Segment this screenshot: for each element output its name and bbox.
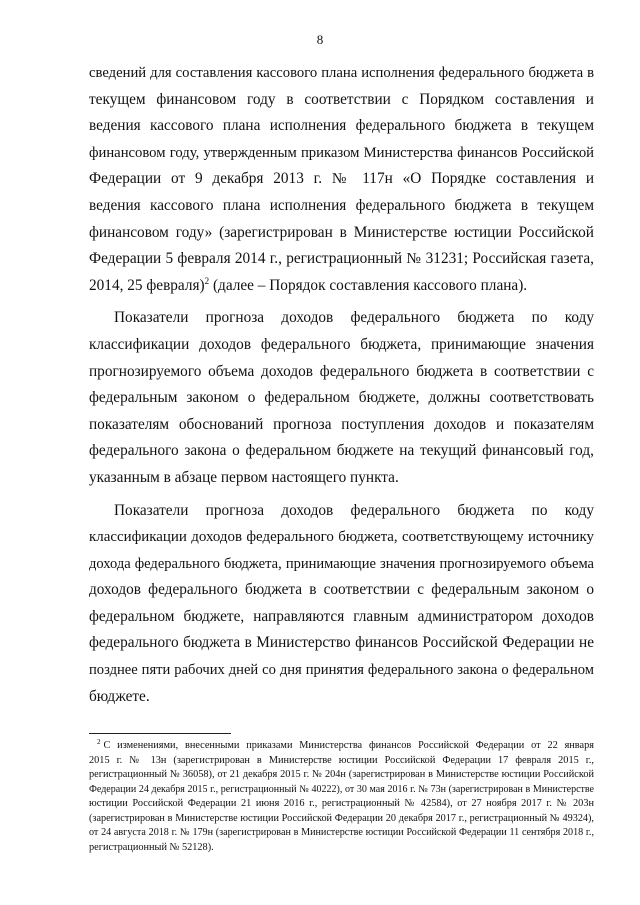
footnote-line bbox=[89, 739, 594, 754]
text-line: дохода федерального бюджета, принимающие значения прогнозируемого объема bbox=[89, 555, 594, 572]
text-line: финансовом году, утвержденным приказом Министерства финансов Российской bbox=[89, 144, 594, 161]
footnote bbox=[89, 739, 594, 855]
page-number: 8 bbox=[316, 32, 324, 47]
text-line bbox=[89, 273, 594, 300]
text-line: текущем финансовом году в соответствии с Порядком составления и bbox=[89, 90, 594, 108]
document-body bbox=[89, 60, 594, 710]
text-line: бюджете. bbox=[89, 687, 150, 705]
text-line: доходов федерального бюджета в соответствии с федеральным законом о bbox=[89, 581, 594, 599]
footnote-line: юстиции Российской Федерации 21 июня 2016 г., регистрационный № 42584), от 27 ноября 2017 г. № 203н bbox=[89, 798, 594, 809]
footnote-line: регистрационный № 36058), от 21 декабря 2015 г. № 204н (зарегистрирован в Министерстве юстиции Российской bbox=[89, 769, 594, 780]
text-line: федерального закона о федеральном бюджете на текущий финансовый год, bbox=[89, 442, 594, 460]
footnote-reference[interactable]: 2 bbox=[204, 275, 210, 286]
text-line: федеральным законом о федеральном бюджете, должны соответствовать bbox=[89, 389, 594, 407]
text-line: позднее пяти рабочих дней со дня принятия федерального закона о федеральном bbox=[89, 662, 594, 679]
text-line: ведения кассового плана исполнения федерального бюджета в текущем bbox=[89, 117, 594, 135]
footnote-line: Федерации 24 декабря 2015 г., регистрационный № 40222), от 30 мая 2016 г. № 73н (зарегистрирован в Министерстве bbox=[89, 783, 594, 795]
text-line: ведения кассового плана исполнения федерального бюджета в текущем bbox=[89, 196, 594, 214]
footnote-line: регистрационный № 52128). bbox=[89, 841, 214, 853]
text-fragment: 2014, 25 февраля) bbox=[89, 276, 205, 294]
paragraph bbox=[89, 498, 594, 711]
text-line: указанным в абзаце первом настоящего пункта. bbox=[89, 468, 399, 486]
footnote-separator bbox=[89, 733, 231, 734]
footnote-line: от 24 августа 2018 г. № 179н (зарегистрирован в Министерстве юстиции Российской Федерации 11 сентября 2018 г., bbox=[89, 827, 594, 838]
text-line: федерального бюджета в Министерство финансов Российской Федерации не bbox=[89, 634, 594, 652]
text-line: Федерации от 9 декабря 2013 г. № 117н «О Порядке составления и bbox=[89, 170, 594, 188]
text-line: Показатели прогноза доходов федерального бюджета по коду bbox=[114, 501, 594, 519]
text-line: прогнозируемого объема доходов федерального бюджета в соответствии с bbox=[89, 362, 594, 380]
footnote-line: 2015 г. № 13н (зарегистрирован в Министерстве юстиции Российской Федерации 17 февраля 2015 г., bbox=[89, 754, 594, 766]
paragraph bbox=[89, 305, 594, 491]
text-line: федеральном бюджете, направляются главным администратором доходов bbox=[89, 607, 594, 625]
text-line: классификации доходов федерального бюджета, принимающие значения bbox=[89, 335, 594, 353]
footnote-text: С изменениями, внесенными приказами Министерства финансов Российской Федерации от 22 января bbox=[103, 740, 594, 751]
text-line: финансовом году» (зарегистрирован в Министерстве юстиции Российской bbox=[89, 223, 594, 241]
footnote-line: (зарегистрирован в Министерстве юстиции Российской Федерации 20 декабря 2017 г., регистрационный № 49324), bbox=[89, 812, 594, 824]
text-line: сведений для составления кассового плана исполнения федерального бюджета в bbox=[89, 65, 594, 81]
text-fragment: (далее – Порядок составления кассового плана). bbox=[209, 276, 528, 294]
footnote-mark: 2 bbox=[97, 737, 101, 746]
text-line: Федерации 5 февраля 2014 г., регистрационный № 31231; Российская газета, bbox=[89, 250, 594, 268]
text-line: классификации доходов федерального бюджета, соответствующему источнику bbox=[89, 529, 594, 546]
text-line: показателям обоснований прогноза поступления доходов и показателям bbox=[89, 415, 594, 433]
paragraph bbox=[89, 60, 594, 299]
text-line: Показатели прогноза доходов федерального бюджета по коду bbox=[114, 309, 594, 327]
